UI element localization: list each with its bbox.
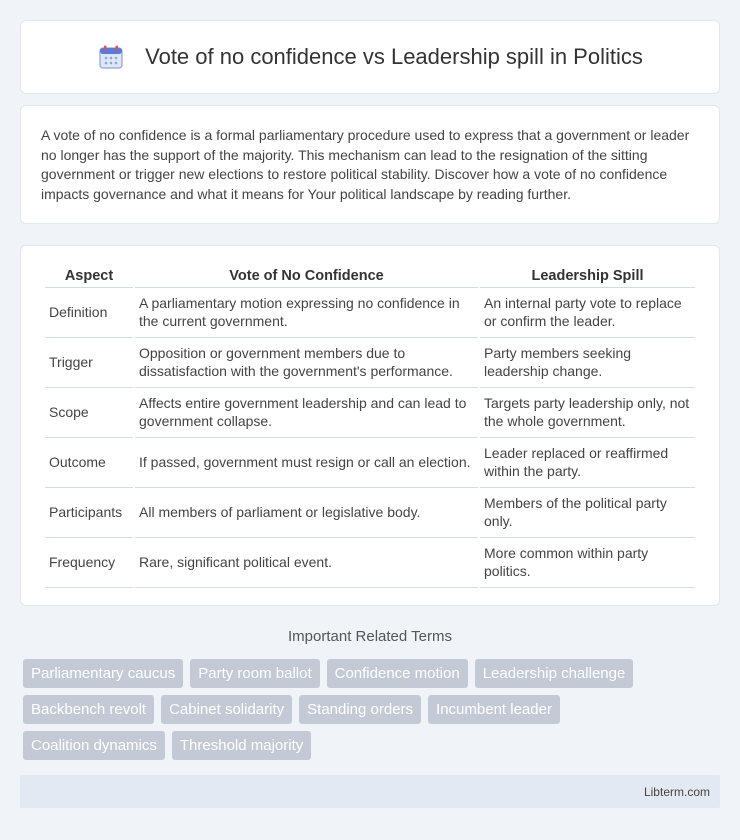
related-term-tag[interactable]: Confidence motion [327, 659, 468, 688]
related-terms-list [23, 659, 703, 760]
cell-aspect: Frequency [45, 538, 133, 588]
cell-aspect: Participants [45, 488, 133, 538]
related-term-tag[interactable]: Party room ballot [190, 659, 319, 688]
header-card [20, 20, 720, 94]
table-row [45, 338, 695, 388]
cell-vote-of-no-confidence: If passed, government must resign or call an election. [135, 438, 478, 488]
related-term-tag[interactable]: Parliamentary caucus [23, 659, 183, 688]
cell-aspect: Outcome [45, 438, 133, 488]
footer [20, 775, 720, 808]
table-row [45, 388, 695, 438]
related-term-tag[interactable]: Threshold majority [172, 731, 311, 760]
footer-site-link[interactable]: Libterm.com [643, 784, 710, 799]
comparison-table-card [20, 245, 720, 606]
cell-leadership-spill: More common within party politics. [480, 538, 695, 588]
related-term-tag[interactable]: Coalition dynamics [23, 731, 165, 760]
cell-leadership-spill: An internal party vote to replace or confirm the leader. [480, 288, 695, 338]
comparison-table [43, 264, 697, 588]
table-row [45, 488, 695, 538]
cell-aspect: Definition [45, 288, 133, 338]
cell-vote-of-no-confidence: All members of parliament or legislative body. [135, 488, 478, 538]
table-row [45, 538, 695, 588]
cell-leadership-spill: Targets party leadership only, not the whole government. [480, 388, 695, 438]
cell-leadership-spill: Members of the political party only. [480, 488, 695, 538]
column-header-vote-of-no-confidence: Vote of No Confidence [135, 264, 478, 288]
related-term-tag[interactable]: Backbench revolt [23, 695, 154, 724]
related-term-tag[interactable]: Incumbent leader [428, 695, 560, 724]
related-term-tag[interactable]: Standing orders [299, 695, 421, 724]
cell-aspect: Trigger [45, 338, 133, 388]
table-row [45, 438, 695, 488]
table-row [45, 288, 695, 338]
related-term-tag[interactable]: Cabinet solidarity [161, 695, 292, 724]
intro-text: A vote of no confidence is a formal parliamentary procedure used to express that a government or leader no longer has the support of the majority. This mechanism can lead to the resignation of the sitting government or trigger new elections to restore political stability. Discover how a vote of no confidence impacts governance and what it means for Your political landscape by reading further. [41, 127, 690, 202]
cell-vote-of-no-confidence: A parliamentary motion expressing no confidence in the current government. [135, 288, 478, 338]
related-terms-title: Important Related Terms [288, 628, 452, 645]
cell-vote-of-no-confidence: Rare, significant political event. [135, 538, 478, 588]
table-header-row [45, 264, 695, 288]
page-title: Vote of no confidence vs Leadership spill in Politics [145, 44, 643, 69]
cell-vote-of-no-confidence: Affects entire government leadership and can lead to government collapse. [135, 388, 478, 438]
calendar-icon [97, 43, 125, 71]
cell-leadership-spill: Party members seeking leadership change. [480, 338, 695, 388]
column-header-aspect: Aspect [45, 264, 133, 288]
column-header-leadership-spill: Leadership Spill [480, 264, 695, 288]
cell-vote-of-no-confidence: Opposition or government members due to dissatisfaction with the government's performance. [135, 338, 478, 388]
related-term-tag[interactable]: Leadership challenge [475, 659, 634, 688]
intro-card [20, 105, 720, 224]
cell-aspect: Scope [45, 388, 133, 438]
cell-leadership-spill: Leader replaced or reaffirmed within the party. [480, 438, 695, 488]
